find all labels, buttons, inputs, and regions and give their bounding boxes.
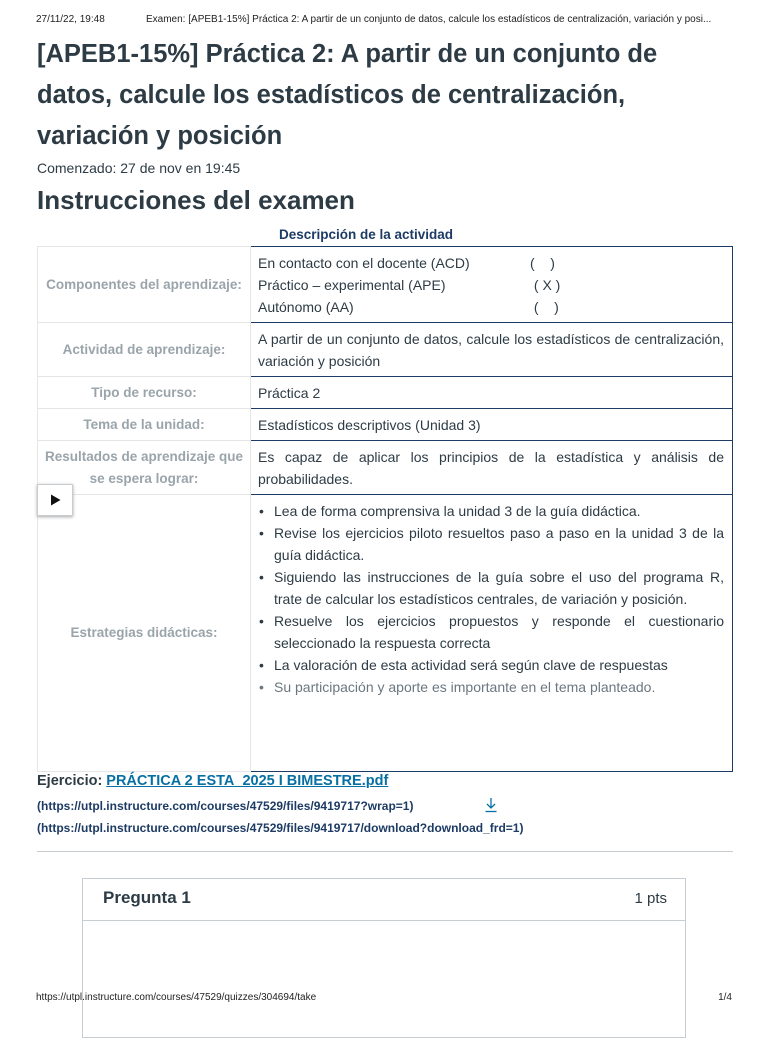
component-mark: ( ) (530, 255, 555, 271)
component-item: Práctico – experimental (APE) ( X ) (258, 274, 724, 296)
list-item: • Lea de forma comprensiva la unidad 3 de la guía didáctica. (274, 500, 724, 522)
component-mark: ( ) (530, 299, 559, 315)
components-label: Componentes del aprendizaje: (38, 247, 251, 323)
print-url: https://utpl.instructure.com/courses/47529/quizzes/304694/take (36, 992, 317, 1003)
list-item: • Su participación y aporte es importante en el tema planteado. (274, 676, 724, 698)
strategies-value (251, 495, 733, 772)
exercise-file-link[interactable]: PRÁCTICA 2 ESTA_2025 I BIMESTRE.pdf (106, 773, 389, 789)
activity-description-table (37, 246, 733, 772)
print-date: 27/11/22, 19:48 (36, 14, 105, 25)
components-value (251, 247, 733, 323)
component-item: En contacto con el docente (ACD) ( ) (258, 252, 724, 274)
question-name: Pregunta 1 (103, 888, 191, 907)
page-number: 1/4 (718, 992, 732, 1003)
exercise-download-url[interactable]: (https://utpl.instructure.com/courses/47529/files/9419717/download?download_frd=1) (37, 821, 524, 835)
exercise-view-url[interactable]: (https://utpl.instructure.com/courses/47529/files/9419717?wrap=1) (37, 799, 414, 813)
question-header (83, 879, 685, 921)
divider (37, 851, 733, 852)
question-card (82, 878, 686, 1038)
description-heading: Descripción de la actividad (278, 227, 454, 242)
strategies-label: Estrategias didácticas: (38, 495, 251, 772)
table-row (38, 441, 733, 495)
list-item: • La valoración de esta actividad será según clave de respuestas (274, 654, 724, 676)
table-row (38, 247, 733, 323)
play-button[interactable] (37, 484, 73, 516)
exercise-line (37, 773, 388, 789)
list-item: • Resuelve los ejercicios propuestos y responde el cuestionario seleccionado la respuesta correcta (274, 610, 724, 654)
results-label: Resultados de aprendizaje que se espera lograr: (38, 441, 251, 495)
table-row (38, 377, 733, 409)
table-row (38, 409, 733, 441)
question-points: 1 pts (634, 890, 667, 907)
table-row (38, 495, 733, 772)
section-title: Instrucciones del examen (37, 185, 355, 215)
started-timestamp: Comenzado: 27 de nov en 19:45 (37, 160, 241, 176)
exercise-label: Ejercicio: (37, 773, 103, 789)
activity-value: A partir de un conjunto de datos, calcule los estadísticos de centralización, variación y posición (251, 323, 733, 377)
play-icon (50, 494, 61, 506)
list-item: • Revise los ejercicios piloto resueltos paso a paso en la unidad 3 de la guía didáctica. (274, 522, 724, 566)
resource-label: Tipo de recurso: (38, 377, 251, 409)
results-value: Es capaz de aplicar los principios de la estadística y análisis de probabilidades. (251, 441, 733, 495)
print-header (36, 14, 732, 30)
print-footer (36, 992, 732, 1006)
table-row (38, 323, 733, 377)
component-mark: ( X ) (530, 277, 561, 293)
download-icon[interactable] (484, 797, 498, 813)
quiz-title: [APEB1-15%] Práctica 2: A partir de un conjunto de datos, calcule los estadísticos de centralización, variación y posición (37, 40, 658, 150)
component-item: Autónomo (AA) ( ) (258, 296, 724, 318)
strategies-list (258, 500, 724, 698)
list-item: • Siguiendo las instrucciones de la guía sobre el uso del programa R, trate de calcular los estadísticos centrales, de variación y posición. (274, 566, 724, 610)
activity-label: Actividad de aprendizaje: (38, 323, 251, 377)
topic-label: Tema de la unidad: (38, 409, 251, 441)
resource-value: Práctica 2 (251, 377, 733, 409)
print-doc-title: Examen: [APEB1-15%] Práctica 2: A partir de un conjunto de datos, calcule los estadísticos de centralización, variación y posi... (146, 14, 712, 25)
topic-value: Estadísticos descriptivos (Unidad 3) (251, 409, 733, 441)
